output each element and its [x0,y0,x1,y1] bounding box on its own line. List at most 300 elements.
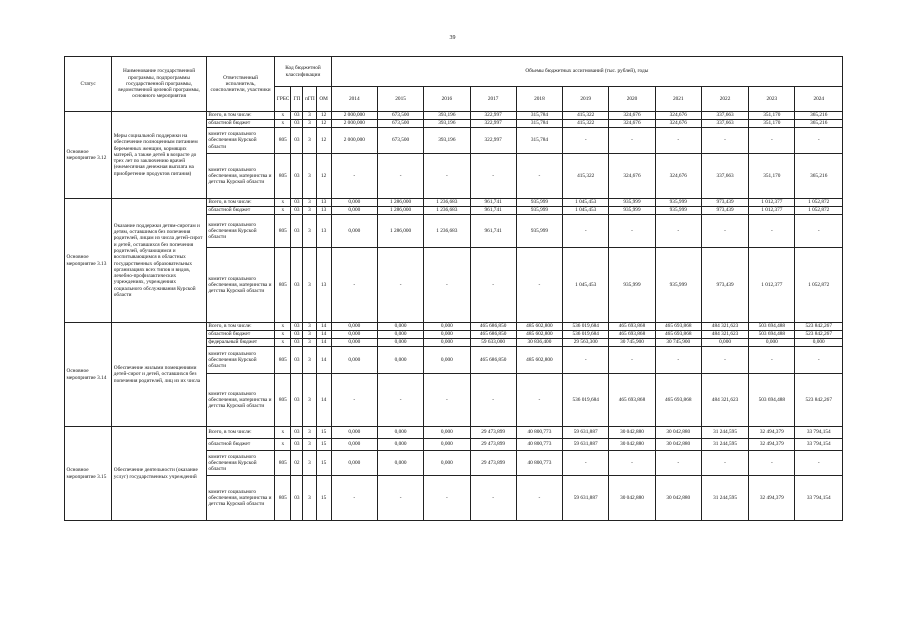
value-cell: 31 244,595 [701,476,748,521]
value-cell: 973,439 [701,248,748,323]
value-cell: 536 019,684 [563,374,609,427]
value-cell: - [609,347,655,374]
value-cell: 0,000 [377,427,423,439]
code-cell: х [275,323,291,331]
value-cell: 465 693,868 [609,374,655,427]
code-cell: 805 [275,215,291,248]
value-cell: 0,000 [424,339,470,347]
value-cell: 351,170 [749,120,795,128]
value-cell: - [749,347,795,374]
code-cell: х [275,112,291,120]
value-cell: 536 019,684 [563,331,609,339]
value-cell: 0,000 [424,427,470,439]
value-cell: 1 052,872 [795,199,843,207]
value-cell: 0,000 [377,347,423,374]
executor-cell: областной бюджет [206,120,274,128]
code-cell: 14 [316,323,331,331]
code-cell: 3 [303,339,316,347]
value-cell: 973,439 [701,199,748,207]
value-cell: 523 842,267 [795,323,843,331]
code-cell: 12 [316,154,331,199]
value-cell: 0,000 [331,451,377,476]
code-cell: 13 [316,215,331,248]
code-cell: 3 [303,347,316,374]
value-cell: 1 052,872 [795,248,843,323]
value-cell: 0,000 [377,439,423,451]
value-cell: - [424,476,470,521]
status-cell: Основное мероприятие 3.13 [65,199,112,323]
value-cell: 315,784 [516,120,562,128]
value-cell: 393,196 [424,112,470,120]
executor-cell: федеральный бюджет [206,339,274,347]
value-cell: 59 631,887 [563,476,609,521]
value-cell: - [655,451,701,476]
page-number: 39 [449,35,456,41]
value-cell: 322,997 [470,128,516,154]
value-cell: 29 473,899 [470,451,516,476]
code-cell: 3 [303,128,316,154]
value-cell: - [377,374,423,427]
executor-cell: комитет социального обеспечения, материнства и детства Курской области [206,374,274,427]
value-cell: 465 686,850 [470,347,516,374]
value-cell: 1 286,000 [377,215,423,248]
value-cell: 337,663 [701,120,748,128]
value-cell: - [701,215,748,248]
value-cell: 465 686,850 [470,331,516,339]
value-cell: 30 745,900 [655,339,701,347]
value-cell: 33 794,154 [795,439,843,451]
value-cell: 0,000 [331,215,377,248]
code-cell: х [275,331,291,339]
value-cell: 0,000 [377,339,423,347]
header-status: Статус [65,57,112,112]
value-cell: 673,500 [377,112,423,120]
value-cell: - [795,451,843,476]
code-cell: 15 [316,427,331,439]
value-cell: 485 602,800 [516,347,562,374]
code-cell: 14 [316,374,331,427]
value-cell: 465 693,868 [655,331,701,339]
header-year: 2018 [516,87,562,112]
value-cell: 31 244,595 [701,427,748,439]
value-cell: 31 244,595 [701,439,748,451]
value-cell: 0,000 [424,331,470,339]
code-cell: 03 [291,347,303,374]
value-cell: - [331,374,377,427]
value-cell: 415,322 [563,154,609,199]
value-cell: 503 694,488 [749,331,795,339]
value-cell: - [331,154,377,199]
value-cell: 30 042,880 [655,427,701,439]
header-year: 2023 [749,87,795,112]
executor-cell: областной бюджет [206,439,274,451]
value-cell: 0,000 [331,439,377,451]
value-cell: 484 321,623 [701,323,748,331]
header-year: 2024 [795,87,843,112]
header-year: 2015 [377,87,423,112]
code-cell: х [275,199,291,207]
status-cell: Основное мероприятие 3.14 [65,323,112,427]
value-cell: 29 473,899 [470,439,516,451]
value-cell: 2 000,000 [331,120,377,128]
code-cell: 3 [303,439,316,451]
value-cell: 0,000 [331,207,377,215]
code-cell: 805 [275,128,291,154]
value-cell: 935,999 [516,199,562,207]
header-year: 2014 [331,87,377,112]
value-cell: 59 633,000 [470,339,516,347]
value-cell: - [701,347,748,374]
value-cell: 0,000 [331,427,377,439]
name-cell: Обеспечение жилыми помещениями детей-сирот и детей, оставшихся без попечения родителей, лиц из их числа [112,323,207,427]
value-cell: 324,676 [609,120,655,128]
code-cell: 805 [275,451,291,476]
value-cell: 973,439 [701,207,748,215]
value-cell: 324,676 [609,112,655,120]
value-cell: 465 686,850 [470,323,516,331]
value-cell: - [470,248,516,323]
value-cell: 935,999 [609,207,655,215]
code-cell: 3 [303,248,316,323]
code-cell: 03 [291,199,303,207]
value-cell: - [516,248,562,323]
value-cell: 961,741 [470,207,516,215]
value-cell: 393,196 [424,120,470,128]
value-cell: - [331,248,377,323]
value-cell: 59 631,887 [563,439,609,451]
header-year: 2021 [655,87,701,112]
value-cell: 0,000 [377,331,423,339]
header-code-col: ОМ [316,87,331,112]
value-cell: 337,663 [701,112,748,120]
value-cell: - [609,128,655,154]
value-cell: - [563,347,609,374]
budget-table [64,56,843,521]
value-cell: 485 602,800 [516,331,562,339]
code-cell: 15 [316,439,331,451]
value-cell: - [563,451,609,476]
value-cell: 0,000 [424,451,470,476]
code-cell: 02 [291,451,303,476]
value-cell: 59 631,887 [563,427,609,439]
value-cell: 484 321,623 [701,374,748,427]
name-cell: Обеспечение деятельности (оказание услуг) государственных учреждений [112,427,207,521]
header-year: 2020 [609,87,655,112]
code-cell: 3 [303,207,316,215]
value-cell: 673,500 [377,128,423,154]
value-cell: 484 321,623 [701,331,748,339]
value-cell: 365,216 [795,154,843,199]
code-cell: 14 [316,347,331,374]
header-year: 2019 [563,87,609,112]
value-cell: - [609,451,655,476]
value-cell: 523 842,267 [795,331,843,339]
name-cell: Оказание поддержки детям-сиротам и детям, оставшимся без попечения родителей, лицам из числа детей-сирот и детей, оставшихся без попечения родителей, обучающимся и воспитывающимся в областных государственных образовательных организациях всех типов и видов, лечебно-профилактических учреждениях, учреждениях социального обслуживания Курской области [112,199,207,323]
executor-cell: областной бюджет [206,331,274,339]
table-row [65,112,843,120]
code-cell: 03 [291,439,303,451]
value-cell: 29 563,300 [563,339,609,347]
code-cell: 13 [316,199,331,207]
value-cell: - [424,154,470,199]
value-cell: 32 494,379 [749,476,795,521]
code-cell: х [275,120,291,128]
code-cell: 805 [275,476,291,521]
value-cell: 1 236,683 [424,207,470,215]
header-name: Наименование государственной программы, подпрограммы государственной программы, ведомственной целевой программы, основного мероприятия [112,57,207,112]
value-cell: - [701,128,748,154]
code-cell: 03 [291,374,303,427]
value-cell: 1 045,453 [563,248,609,323]
table-row [65,427,843,439]
value-cell: - [701,451,748,476]
name-cell: Меры социальной поддержки на обеспечение полноценным питанием беременных женщин, кормящих матерей, а также детей в возрасте до трех лет по заключению врачей (ежемесячная денежная выплата на приобретение продуктов питания) [112,112,207,199]
code-cell: 14 [316,331,331,339]
value-cell: 1 286,000 [377,207,423,215]
executor-cell: Всего, в том числе: [206,199,274,207]
header-executor: Ответственный исполнитель, соисполнители, участники [206,57,274,112]
header-code-col: ГРБС [275,87,291,112]
value-cell: 1 236,683 [424,199,470,207]
value-cell: 351,170 [749,154,795,199]
value-cell: - [516,476,562,521]
value-cell: - [424,248,470,323]
value-cell: 30 042,880 [609,427,655,439]
code-cell: 03 [291,154,303,199]
value-cell: 337,663 [701,154,748,199]
value-cell: 351,170 [749,112,795,120]
value-cell: 465 693,868 [609,323,655,331]
executor-cell: областной бюджет [206,207,274,215]
code-cell: 14 [316,339,331,347]
value-cell: 1 012,377 [749,248,795,323]
value-cell: 935,999 [516,215,562,248]
value-cell: 0,000 [331,347,377,374]
code-cell: х [275,339,291,347]
value-cell: 324,676 [655,120,701,128]
value-cell: 324,676 [655,112,701,120]
value-cell: 30 042,880 [655,476,701,521]
value-cell: 0,000 [331,331,377,339]
value-cell: 935,999 [655,248,701,323]
status-cell: Основное мероприятие 3.12 [65,112,112,199]
code-cell: 03 [291,120,303,128]
header-year: 2017 [470,87,516,112]
value-cell: 465 693,868 [655,323,701,331]
value-cell: 415,322 [563,112,609,120]
value-cell: - [795,347,843,374]
code-cell: 805 [275,154,291,199]
code-cell: 3 [303,331,316,339]
value-cell: 935,999 [655,207,701,215]
value-cell: 0,000 [331,339,377,347]
value-cell: 324,676 [609,154,655,199]
value-cell: 1 045,453 [563,207,609,215]
value-cell: 0,000 [377,323,423,331]
value-cell: 0,000 [331,199,377,207]
value-cell: - [795,128,843,154]
value-cell: 2 000,000 [331,112,377,120]
executor-cell: комитет социального обеспечения, материнства и детства Курской области [206,476,274,521]
value-cell: - [655,347,701,374]
executor-cell: комитет социального обеспечения Курской области [206,128,274,154]
value-cell: 935,999 [516,207,562,215]
value-cell: 415,322 [563,120,609,128]
code-cell: 13 [316,248,331,323]
code-cell: 3 [303,451,316,476]
value-cell: 0,000 [424,439,470,451]
value-cell: 322,997 [470,112,516,120]
code-cell: 12 [316,112,331,120]
value-cell: - [609,215,655,248]
value-cell: - [655,128,701,154]
value-cell: 961,741 [470,199,516,207]
value-cell: - [655,215,701,248]
code-cell: 03 [291,248,303,323]
value-cell: 365,216 [795,112,843,120]
code-cell: 03 [291,207,303,215]
value-cell: 322,997 [470,120,516,128]
code-cell: х [275,207,291,215]
code-cell: 03 [291,128,303,154]
value-cell: 365,216 [795,120,843,128]
code-cell: 3 [303,154,316,199]
code-cell: х [275,439,291,451]
value-cell: 0,000 [701,339,748,347]
value-cell: - [749,128,795,154]
executor-cell: Всего, в том числе: [206,323,274,331]
code-cell: 13 [316,207,331,215]
value-cell: 465 693,868 [609,331,655,339]
value-cell: 29 473,899 [470,427,516,439]
value-cell: - [795,215,843,248]
header-code-col: ГП [291,87,303,112]
header-year: 2016 [424,87,470,112]
code-cell: 15 [316,451,331,476]
value-cell: - [470,476,516,521]
value-cell: - [377,154,423,199]
value-cell: 465 693,868 [655,374,701,427]
value-cell: 1 236,683 [424,215,470,248]
code-cell: х [275,427,291,439]
code-cell: 03 [291,476,303,521]
header-budget-code: Код бюджетной классификации [275,57,331,87]
executor-cell: комитет социального обеспечения Курской области [206,347,274,374]
executor-cell: Всего, в том числе: [206,112,274,120]
code-cell: 3 [303,476,316,521]
value-cell: 1 012,377 [749,207,795,215]
value-cell: 485 602,800 [516,323,562,331]
value-cell: 935,999 [609,248,655,323]
value-cell: - [516,374,562,427]
value-cell: 1 052,872 [795,207,843,215]
code-cell: 805 [275,374,291,427]
value-cell: - [516,154,562,199]
value-cell: 393,196 [424,128,470,154]
code-cell: 3 [303,199,316,207]
table-row [65,199,843,207]
value-cell: 673,500 [377,120,423,128]
value-cell: 30 836,400 [516,339,562,347]
value-cell: 0,000 [424,323,470,331]
status-cell: Основное мероприятие 3.15 [65,427,112,521]
code-cell: 3 [303,120,316,128]
value-cell: - [377,248,423,323]
value-cell: 523 842,267 [795,374,843,427]
value-cell: 0,000 [795,339,843,347]
code-cell: 3 [303,215,316,248]
code-cell: 805 [275,347,291,374]
value-cell: 40 800,773 [516,427,562,439]
value-cell: 324,676 [655,154,701,199]
code-cell: 03 [291,427,303,439]
value-cell: - [331,476,377,521]
value-cell: 2 000,000 [331,128,377,154]
code-cell: 03 [291,339,303,347]
value-cell: 33 794,154 [795,476,843,521]
value-cell: 30 042,880 [655,439,701,451]
value-cell: 935,999 [655,199,701,207]
value-cell: - [424,374,470,427]
value-cell: 1 045,453 [563,199,609,207]
value-cell: 33 794,154 [795,427,843,439]
value-cell: - [563,215,609,248]
code-cell: 12 [316,128,331,154]
value-cell: 40 800,773 [516,439,562,451]
value-cell: 935,999 [609,199,655,207]
value-cell: - [749,451,795,476]
value-cell: 30 042,880 [609,476,655,521]
executor-cell: комитет социального обеспечения, материнства и детства Курской области [206,248,274,323]
code-cell: 03 [291,215,303,248]
value-cell: - [749,215,795,248]
value-cell: - [563,128,609,154]
value-cell: 0,000 [424,347,470,374]
value-cell: 0,000 [749,339,795,347]
value-cell: 1 286,000 [377,199,423,207]
executor-cell: комитет социального обеспечения Курской области [206,215,274,248]
code-cell: 3 [303,112,316,120]
code-cell: 3 [303,374,316,427]
code-cell: 03 [291,331,303,339]
value-cell: 315,784 [516,112,562,120]
value-cell: 1 012,377 [749,199,795,207]
table-row [65,323,843,331]
code-cell: 03 [291,323,303,331]
value-cell: 0,000 [377,451,423,476]
code-cell: 3 [303,323,316,331]
executor-cell: комитет социального обеспечения Курской области [206,451,274,476]
header-code-col: пГП [303,87,316,112]
header-volumes: Объемы бюджетных ассигнований (тыс. рублей), годы [331,57,842,87]
executor-cell: комитет социального обеспечения, материнства и детства Курской области [206,154,274,199]
executor-cell: Всего, в том числе: [206,427,274,439]
value-cell: 0,000 [331,323,377,331]
code-cell: 805 [275,248,291,323]
value-cell: - [470,154,516,199]
value-cell: 536 019,684 [563,323,609,331]
header-year: 2022 [701,87,748,112]
value-cell: 40 800,773 [516,451,562,476]
value-cell: 315,784 [516,128,562,154]
value-cell: 30 745,900 [609,339,655,347]
value-cell: 961,741 [470,215,516,248]
code-cell: 15 [316,476,331,521]
code-cell: 3 [303,427,316,439]
value-cell: 30 042,880 [609,439,655,451]
code-cell: 03 [291,112,303,120]
value-cell: 503 694,488 [749,323,795,331]
